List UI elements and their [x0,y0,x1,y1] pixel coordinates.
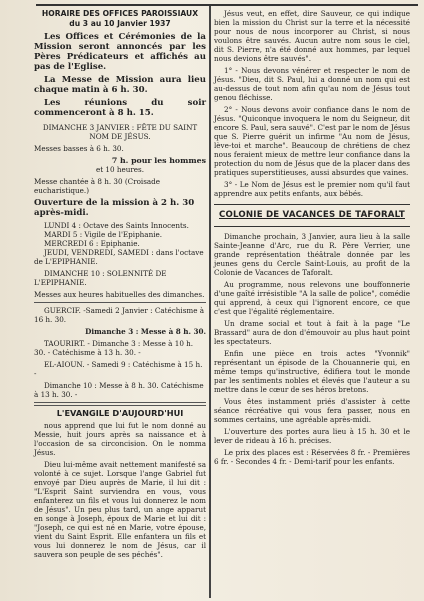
evangile-title: L'EVANGILE D'AUJOURD'HUI [56,408,184,418]
venerer-paragraph: 1° - Nous devons vénérer et respecter le nom de Jésus. "Dieu, dit S. Paul, lui a donné un nom qui est au-dessus de tout nom afin qu'au nom de Jésus tout genou fléchisse. [214,66,410,102]
dimanche-3-messe: Dimanche 3 : Messe à 8 h. 30. [85,327,206,336]
jeudi-text: JEUDI, VENDREDI, SAMEDI : dans l'octave de L'EPIPHANIE. [34,248,204,266]
premier-nom-paragraph: 3° - Le Nom de Jésus est le premier nom qu'il faut apprendre aux petits enfants, aux bébés. [214,180,410,198]
colonie-paragraph-6: L'ouverture des portes aura lieu à 15 h. 30 et le lever de rideau à 16 h. précises. [214,427,410,445]
column-divider [209,6,211,598]
ouverture-mission: Ouverture de la mission à 2 h. 30 après-midi. [34,198,195,218]
messes-basses: Messes basses à 6 h. 30. [34,144,124,153]
colonie-paragraph-7: Le prix des places est : Réservées 8 fr. - Premières 6 fr. - Secondes 4 fr. - Demi-tarif pour les enfants. [214,448,410,466]
left-column [34,9,206,562]
dimanche-3-heading: DIMANCHE 3 JANVIER : FÊTE DU SAINT NOM DE JÉSUS. [42,123,198,141]
mercredi-text: MERCREDI 6 : Epiphanie. [44,239,140,248]
elaioun-text: EL-AIOUN. - Samedi 9 : Catéchisme à 15 h. - [34,360,203,378]
guercif-text: GUERCIF. -Samedi 2 Janvier : Catéchisme à 16 h. 30. [34,306,205,324]
intro-text: Les Offices et Cérémonies de la Mission seront annoncés par les Pères Prédicateurs et affichés au pas de l'Eglise. [34,32,206,72]
messe-chantee: Messe chantée à 8 h. 30 (Croisade eucharistique.) [34,177,161,195]
colonie-paragraph-1: Dimanche prochain, 3 Janvier, aura lieu à la salle Sainte-Jeanne d'Arc, rue du R. Père Verrier, une grande représentation théâtrale donnée par les jeunes gens du Cercle Saint-Louis, au profit de la Colonie de Vacances de Taforalt. [214,232,410,277]
taourirt-text: TAOURIRT. - Dimanche 3 : Messe à 10 h. 30. - Catéchisme à 13 h. 30. - [34,339,194,357]
top-rule [36,4,418,6]
dimanche-10-heading: DIMANCHE 10 : SOLENNITÉ DE L'EPIPHANIE. [34,269,167,287]
colonie-paragraph-4: Enfin une pièce en trois actes "Yvonnik" représentant un épisode de la Chouannerie qui, en même temps qu'instructive, édifiera tout le monde par les sentiments nobles et élevés que l'auteur a su mettre dans le cœur de ses héros bretons. [214,349,410,394]
messes-heures: Messes aux heures habituelles des dimanches. [34,290,205,299]
horaire-dates: du 3 au 10 Janvier 1937 [69,18,171,28]
horaire-title: HORAIRE DES OFFICES PAROISSIAUX [41,9,199,18]
mardi-text: MARDI 5 : Vigile de l'Epiphanie. [44,230,163,239]
dimanche-10-messe: Dimanche 10 : Messe à 8 h. 30. Catéchisme à 13 h. 30. - [34,381,204,399]
section-rule [34,302,206,303]
double-rule [34,402,206,406]
reunions-text: Les réunions du soir commenceront à 8 h. 15. [34,98,206,118]
messe-mission-text: La Messe de Mission aura lieu chaque matin à 6 h. 30. [34,75,206,95]
messe-10h: et 10 heures. [95,165,145,174]
colonie-header-box [214,204,410,227]
evangile-paragraph-1: nous apprend que lui fut le nom donné au Messie, huit jours après sa naissance et à l'occasion de sa circoncision. On le nomma Jésus. [34,421,206,457]
colonie-paragraph-5: Vous êtes instamment priés d'assister à cette séance récréative qui vous fera passer, nous en sommes certains, une agréable après-midi. [214,397,410,424]
messe-hommes: 7 h. pour les hommes [111,156,206,165]
colonie-paragraph-3: Un drame social et tout à fait à la page "Le Brassard" aura de don d'émouvoir au plus haut point les spectateurs. [214,319,410,346]
confiance-paragraph: 2° - Nous devons avoir confiance dans le nom de Jésus. "Quiconque invoquera le nom du Seigneur, dit encore S. Paul, sera sauvé". C'est par le nom de Jésus que S. Pierre guérit un infirme "Au nom de Jésus, lève-toi et marche". Beaucoup de chrétiens de chez nous feraient mieux de mettre leur confiance dans la protection du nom de Jésus que de la placer dans des pratiques superstitieuses, aussi absurdes que vaines. [214,105,410,177]
sauveur-paragraph: Jésus veut, en effet, dire Sauveur, ce qui indique bien la mission du Christ sur la terre et la nécessité pour nous de nous incorporer au Christ, si nous voulons être sauvés. Aucun autre nom sous le ciel, dit S. Pierre, n'a été donné aux hommes, par lequel nous devions être sauvés". [214,9,410,63]
right-column [214,9,410,469]
evangile-paragraph-2: Dieu lui-même avait nettement manifesté sa volonté à ce sujet. Lorsque l'ange Gabriel fut envoyé par Dieu auprès de Marie, il lui dit : "L'Esprit Saint surviendra en vous, vous enfanterez un fils et vous lui donnerez le nom de Jésus". Un peu plus tard, un ange apparut en songe à Joseph, époux de Marie et lui dit : "Joseph, ce qui est né en Marie, votre épouse, vient du Saint Esprit. Elle enfantera un fils et vous lui donnerez le nom de Jésus, car il sauvera son peuple de ses péchés". [34,460,206,559]
colonie-title: COLONIE DE VACANCES DE TAFORALT [219,210,405,220]
lundi-text: LUNDI 4 : Octave des Saints Innocents. [44,221,189,230]
colonie-paragraph-2: Au programme, nous relevons une bouffonnerie d'une gaîté irrésistible "A la salle de police", comédie qui apprend, à ceux qui l'ignorent encore, ce que c'est que l'égalité réglementaire. [214,280,410,316]
